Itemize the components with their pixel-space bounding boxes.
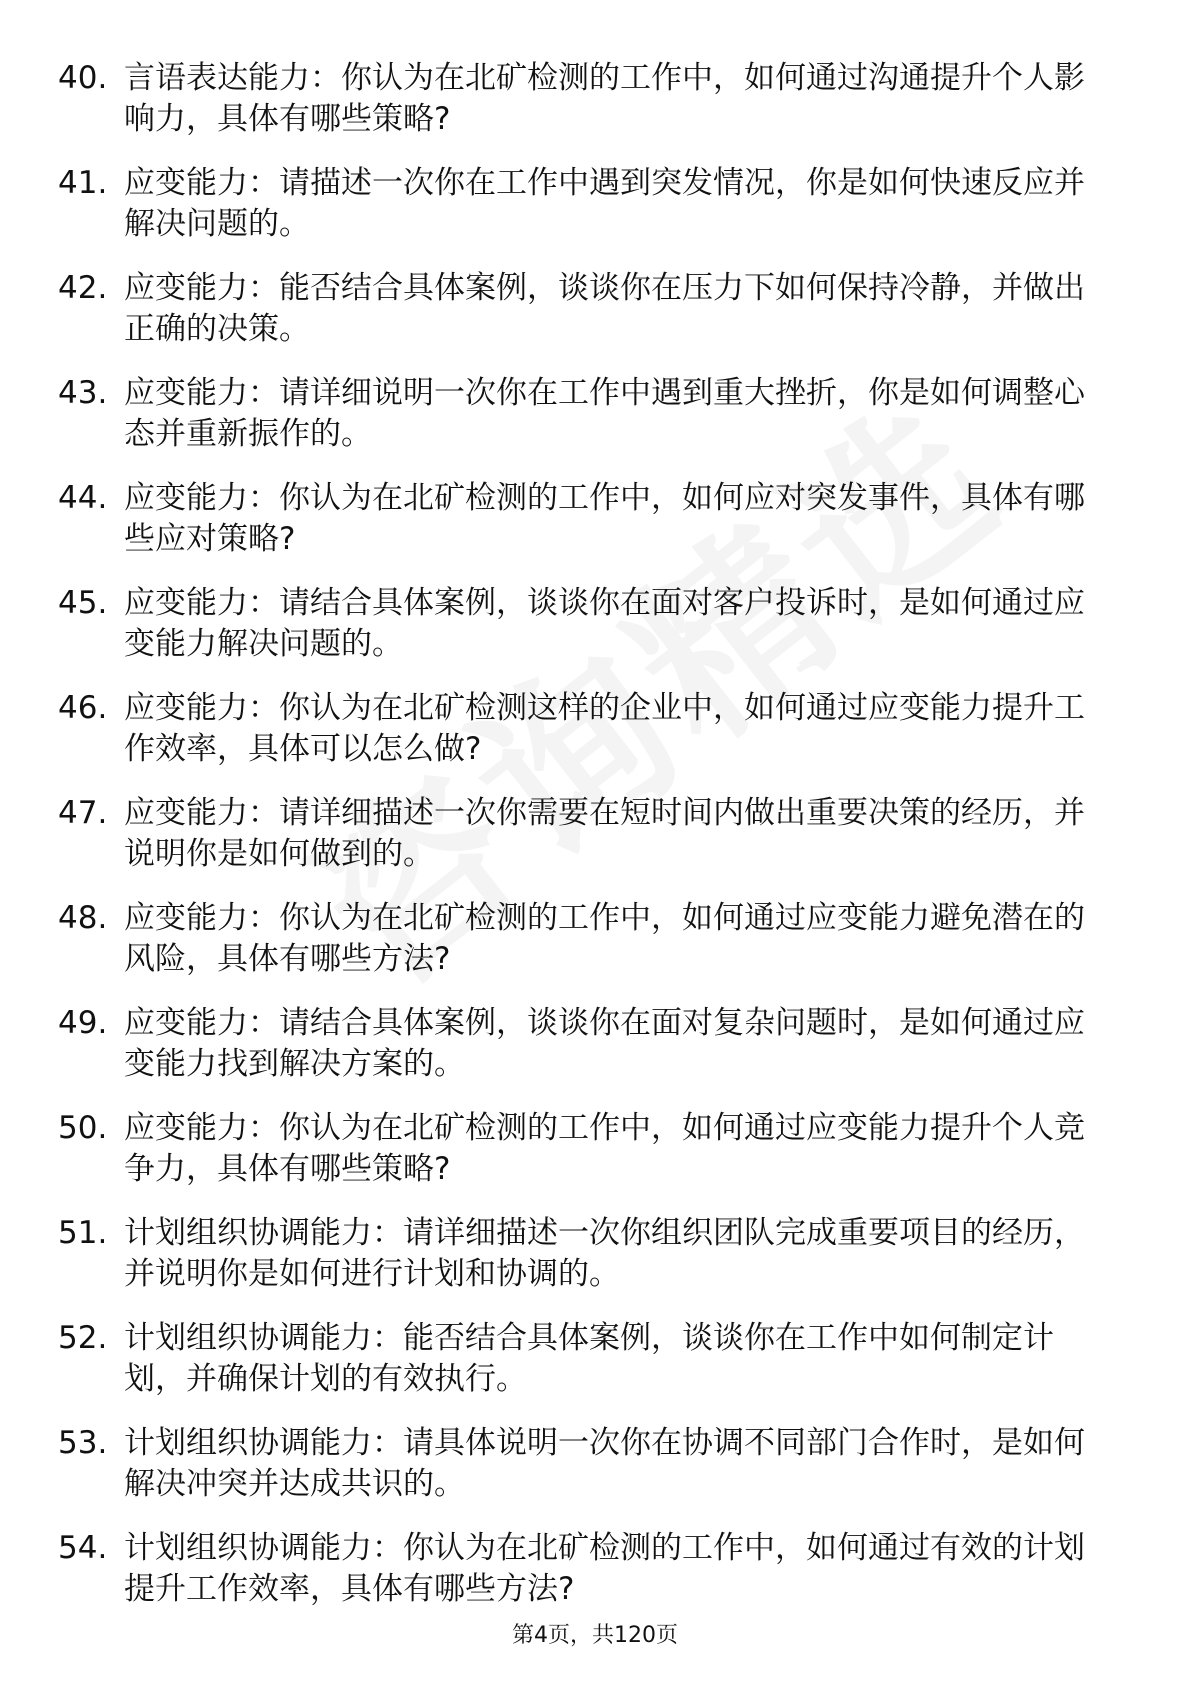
item-text: 应变能力：能否结合具体案例，谈谈你在压力下如何保持冷静，并做出正确的决策。 (124, 270, 1085, 347)
item-number: 53. (58, 1425, 108, 1461)
item-number: 52. (58, 1320, 108, 1356)
item-number: 51. (58, 1215, 108, 1251)
list-item (58, 1108, 1108, 1190)
list-item (58, 1528, 1108, 1610)
item-text: 应变能力：你认为在北矿检测的工作中，如何通过应变能力避免潜在的风险，具体有哪些方法? (124, 900, 1085, 977)
list-item (58, 268, 1108, 350)
item-text: 计划组织协调能力：请具体说明一次你在协调不同部门合作时，是如何解决冲突并达成共识的。 (124, 1425, 1085, 1502)
item-text: 应变能力：请详细描述一次你需要在短时间内做出重要决策的经历，并说明你是如何做到的。 (124, 795, 1085, 872)
item-text: 应变能力：请描述一次你在工作中遇到突发情况，你是如何快速反应并解决问题的。 (124, 165, 1085, 242)
item-number: 46. (58, 690, 108, 726)
question-list (58, 58, 1108, 1633)
item-number: 42. (58, 270, 108, 306)
item-text: 应变能力：你认为在北矿检测的工作中，如何应对突发事件，具体有哪些应对策略? (124, 480, 1085, 557)
item-number: 43. (58, 375, 108, 411)
list-item (58, 1003, 1108, 1085)
item-number: 45. (58, 585, 108, 621)
item-text: 应变能力：你认为在北矿检测这样的企业中，如何通过应变能力提升工作效率，具体可以怎么做? (124, 690, 1085, 767)
item-number: 48. (58, 900, 108, 936)
list-item (58, 1213, 1108, 1295)
list-item (58, 688, 1108, 770)
list-item (58, 373, 1108, 455)
list-item (58, 58, 1108, 140)
item-number: 54. (58, 1530, 108, 1566)
item-number: 40. (58, 60, 108, 96)
item-number: 49. (58, 1005, 108, 1041)
list-item (58, 478, 1108, 560)
item-text: 应变能力：请详细说明一次你在工作中遇到重大挫折，你是如何调整心态并重新振作的。 (124, 375, 1085, 452)
page-footer (0, 1622, 1190, 1650)
item-number: 44. (58, 480, 108, 516)
item-number: 41. (58, 165, 108, 201)
item-number: 50. (58, 1110, 108, 1146)
list-item (58, 898, 1108, 980)
item-text: 言语表达能力：你认为在北矿检测的工作中，如何通过沟通提升个人影响力，具体有哪些策略? (124, 60, 1085, 137)
list-item (58, 1423, 1108, 1505)
item-text: 计划组织协调能力：能否结合具体案例，谈谈你在工作中如何制定计划，并确保计划的有效执行。 (124, 1320, 1054, 1397)
item-text: 应变能力：你认为在北矿检测的工作中，如何通过应变能力提升个人竞争力，具体有哪些策略? (124, 1110, 1085, 1187)
item-text: 应变能力：请结合具体案例，谈谈你在面对客户投诉时，是如何通过应变能力解决问题的。 (124, 585, 1085, 662)
item-number: 47. (58, 795, 108, 831)
item-text: 计划组织协调能力：你认为在北矿检测的工作中，如何通过有效的计划提升工作效率，具体有哪些方法? (124, 1530, 1085, 1607)
list-item (58, 1318, 1108, 1400)
list-item (58, 583, 1108, 665)
item-text: 应变能力：请结合具体案例，谈谈你在面对复杂问题时，是如何通过应变能力找到解决方案的。 (124, 1005, 1085, 1082)
list-item (58, 163, 1108, 245)
list-item (58, 793, 1108, 875)
page-indicator: 第4页，共120页 (512, 1623, 678, 1648)
item-text: 计划组织协调能力：请详细描述一次你组织团队完成重要项目的经历，并说明你是如何进行计划和协调的。 (124, 1215, 1085, 1292)
